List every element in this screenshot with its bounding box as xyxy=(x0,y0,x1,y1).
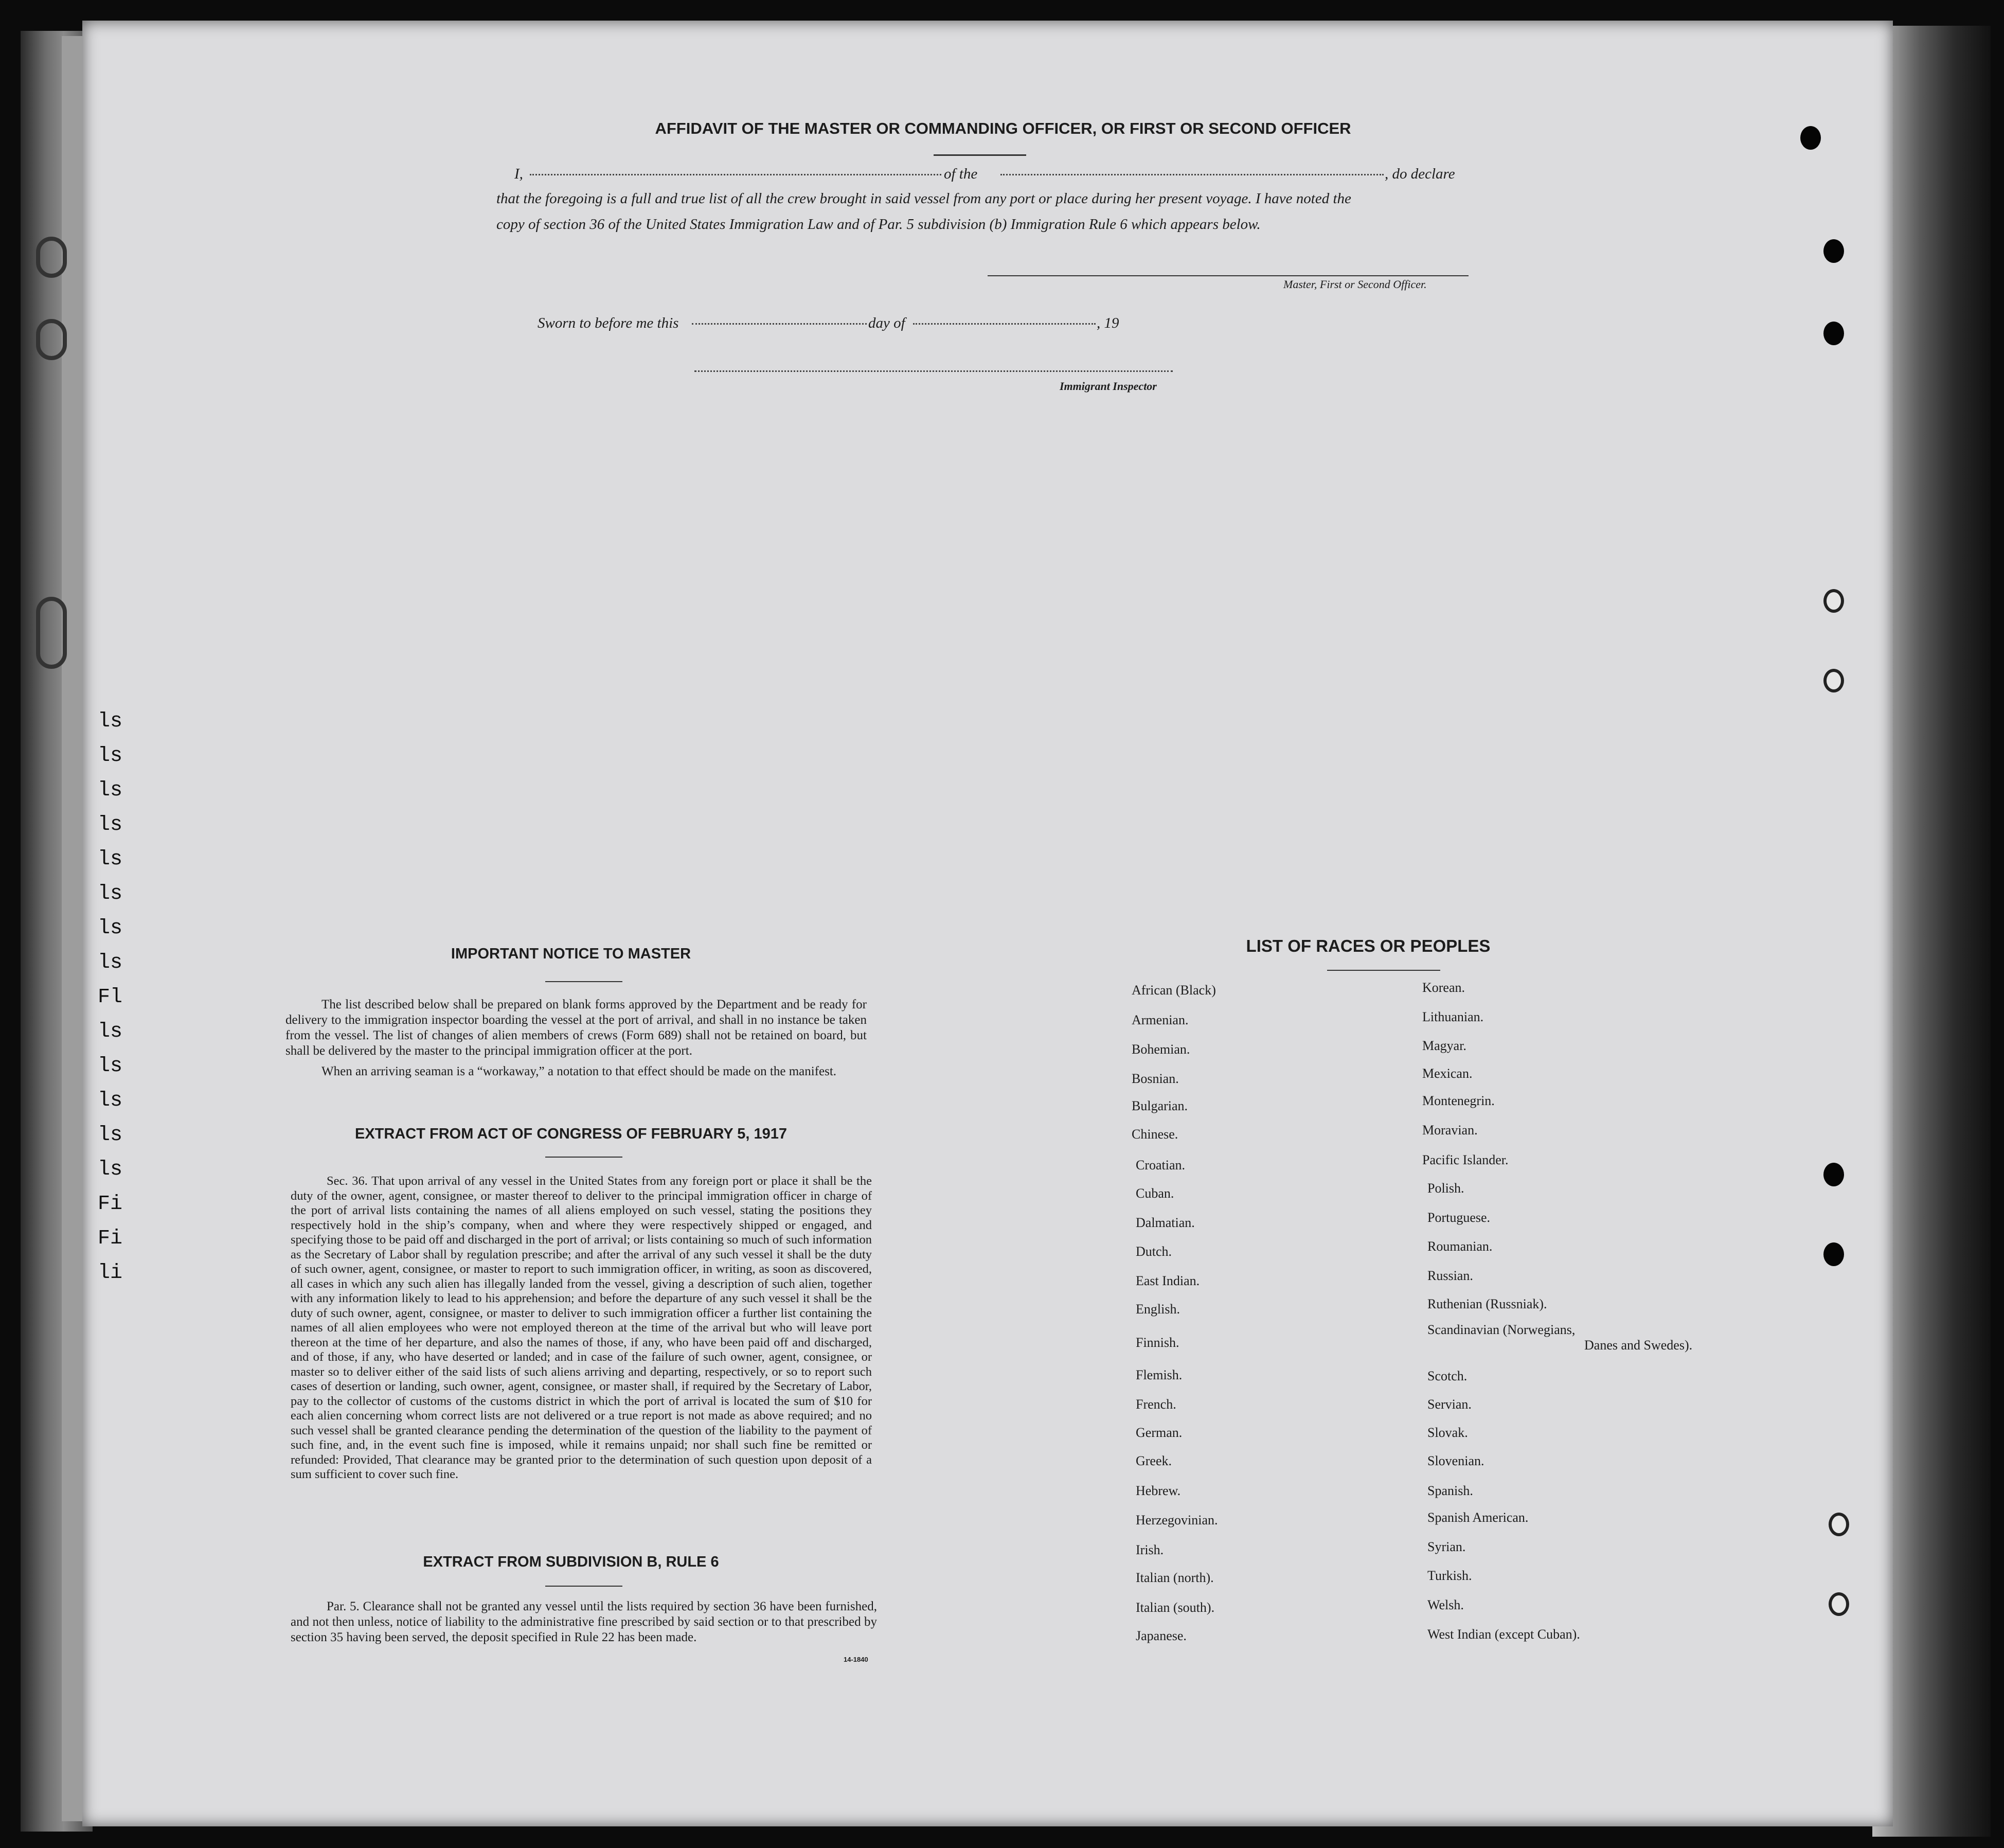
punch-hole xyxy=(1823,239,1844,263)
race-item: African (Black) xyxy=(1132,983,1216,998)
affidavit-i-label: I, xyxy=(514,166,523,182)
race-item: Italian (north). xyxy=(1136,1570,1214,1585)
races-underline xyxy=(1327,970,1440,971)
race-item: Welsh. xyxy=(1427,1597,1464,1612)
vessel-blank[interactable] xyxy=(1000,174,1384,175)
race-item: Armenian. xyxy=(1132,1012,1189,1027)
margin-mark: ls xyxy=(98,710,123,733)
race-item: French. xyxy=(1136,1397,1176,1412)
margin-mark: ls xyxy=(98,1124,123,1147)
sworn-month-blank[interactable] xyxy=(913,323,1096,325)
binder-clip xyxy=(36,319,67,360)
binder-clip xyxy=(36,597,67,669)
margin-mark: ls xyxy=(98,848,123,871)
margin-mark: Fi xyxy=(98,1227,123,1250)
sworn-day-blank[interactable] xyxy=(692,323,867,325)
race-item: Dalmatian. xyxy=(1136,1215,1195,1230)
inspector-label: Immigrant Inspector xyxy=(1060,380,1157,393)
affidavit-line-2: that the foregoing is a full and true list of all the crew brought in said vessel from any port or place during her present voyage. I have noted the xyxy=(496,190,1351,207)
race-item: Slovenian. xyxy=(1427,1453,1484,1468)
race-item: West Indian (except Cuban). xyxy=(1427,1627,1580,1642)
race-item: Danes and Swedes). xyxy=(1584,1338,1693,1353)
margin-mark: ls xyxy=(98,744,123,768)
margin-mark: li xyxy=(98,1261,123,1285)
race-item: Irish. xyxy=(1136,1542,1164,1557)
signature-line[interactable] xyxy=(988,275,1469,276)
race-item: Hebrew. xyxy=(1136,1483,1181,1498)
margin-mark: ls xyxy=(98,813,123,837)
notice-title: IMPORTANT NOTICE TO MASTER xyxy=(451,946,691,962)
race-item: Lithuanian. xyxy=(1422,1009,1484,1024)
race-item: Servian. xyxy=(1427,1397,1472,1412)
race-item: Cuban. xyxy=(1136,1186,1174,1201)
margin-mark: Fl xyxy=(98,986,123,1009)
race-item: Scandinavian (Norwegians, xyxy=(1427,1322,1576,1337)
day-of-label: day of xyxy=(868,315,905,331)
race-item: Syrian. xyxy=(1427,1539,1466,1554)
race-item: Chinese. xyxy=(1132,1127,1178,1142)
year-label: , 19 xyxy=(1097,315,1119,331)
form-number: 14-1840 xyxy=(844,1656,868,1663)
margin-mark: ls xyxy=(98,1089,123,1112)
punch-hole xyxy=(1823,1163,1844,1186)
race-item: Herzegovinian. xyxy=(1136,1513,1218,1527)
race-item: Dutch. xyxy=(1136,1244,1172,1259)
race-item: Pacific Islander. xyxy=(1422,1152,1509,1167)
race-item: Spanish American. xyxy=(1427,1510,1529,1525)
notice-paragraph-2: When an arriving seaman is a “workaway,” a notation to that effect should be made on the manifest. xyxy=(321,1064,837,1078)
affidavit-line-3: copy of section 36 of the United States Immigration Law and of Par. 5 subdivision (b) Immigration Rule 6 which appears below. xyxy=(496,216,1261,233)
inspector-signature-line[interactable] xyxy=(694,370,1173,372)
race-item: East Indian. xyxy=(1136,1273,1200,1288)
sworn-label: Sworn to before me this xyxy=(538,315,679,331)
races-title: LIST OF RACES OR PEOPLES xyxy=(1246,936,1491,955)
race-item: Slovak. xyxy=(1427,1425,1468,1440)
notice-paragraph-1: The list described below shall be prepared on blank forms approved by the Department and be ready for delivery to the immigration inspector boarding the vessel at the port of arrival, and shall in no instance be taken from the vessel. The list of changes of alien members of crews (Form 689) shall not be retained on board, but shall be delivered by the master to the principal immigration officer at the port. xyxy=(285,998,867,1058)
affidavit-title: AFFIDAVIT OF THE MASTER OR COMMANDING OFFICER, OR FIRST OR SECOND OFFICER xyxy=(655,119,1351,137)
rule-text: Par. 5. Clearance shall not be granted any vessel until the lists required by section 36 have been furnished, and not then unless, notice of liability to the administrative fine prescribed by said section or to that prescribed by section 35 having been served, the deposit specified in Rule 22 has been made. xyxy=(291,1600,877,1644)
race-item: Moravian. xyxy=(1422,1123,1478,1138)
race-item: German. xyxy=(1136,1425,1183,1440)
margin-mark: ls xyxy=(98,1055,123,1078)
race-item: Bulgarian. xyxy=(1132,1098,1188,1113)
race-item: Italian (south). xyxy=(1136,1600,1215,1615)
name-blank[interactable] xyxy=(530,174,941,175)
race-item: Polish. xyxy=(1427,1181,1464,1196)
title-underline xyxy=(934,154,1026,156)
punch-hole xyxy=(1823,669,1844,692)
race-item: Montenegrin. xyxy=(1422,1093,1495,1108)
affidavit-declare: , do declare xyxy=(1385,166,1455,182)
race-item: English. xyxy=(1136,1302,1180,1317)
race-item: Mexican. xyxy=(1422,1066,1473,1081)
margin-mark: ls xyxy=(98,951,123,974)
race-item: Bosnian. xyxy=(1132,1071,1179,1086)
race-item: Greek. xyxy=(1136,1453,1172,1468)
punch-hole xyxy=(1829,1592,1849,1616)
race-item: Portuguese. xyxy=(1427,1210,1491,1225)
race-item: Bohemian. xyxy=(1132,1042,1190,1057)
race-item: Japanese. xyxy=(1136,1628,1187,1643)
affidavit-of-label: of the xyxy=(944,166,978,182)
act-underline xyxy=(545,1157,622,1158)
act-title: EXTRACT FROM ACT OF CONGRESS OF FEBRUARY 5, 1917 xyxy=(354,1126,788,1142)
race-item: Scotch. xyxy=(1427,1369,1468,1383)
punch-hole xyxy=(1829,1513,1849,1536)
race-item: Finnish. xyxy=(1136,1335,1179,1350)
margin-mark: ls xyxy=(98,917,123,940)
punch-hole xyxy=(1823,1242,1844,1266)
notice-underline xyxy=(545,981,622,982)
act-text: Sec. 36. That upon arrival of any vessel in the United States from any foreign port or place it shall be the duty of the owner, agent, consignee, or master thereof to deliver to the principal immigration officer in charge of the port of arrival lists containing the names of all aliens employed on such vessel, stating the positions they respectively hold in the ship’s company, when and where they were respectively shipped or engaged, and specifying those to be paid off and discharged in the port of arrival; or lists containing so much of such information as the Secretary of Labor shall by regulation prescribe; and after the arrival of any such vessel it shall be the duty of such owner, agent, consignee, or master to report to such immigration officer, in writing, as soon as discovered, all cases in which any such alien has illegally landed from the vessel, giving a description of such alien, together with any information likely to lead to his apprehension; and before the departure of any such vessel it shall be the duty of such owner, agent, consignee, or master to deliver to such immigration officer a further list containing the names of all alien employees who were not employed thereon at the time of the arrival but who will leave port thereon at the time of her departure, and also the names of those, if any, who have been paid off and discharged, and of those, if any, who have deserted or landed; and in case of the failure of such owner, agent, consignee, or master so to deliver either of the said lists of such aliens arriving and departing, respectively, or so to report such cases of desertion or landing, such owner, agent, consignee, or master shall, if required by the Secretary of Labor, pay to the collector of customs of the customs district in which the port of arrival is located the sum of $10 for each alien concerning whom correct lists are not delivered or a true report is not made as above required; and no such vessel shall be granted clearance pending the determination of the question of the liability to the payment of such fine, and, in the event such fine is imposed, while it remains unpaid; nor shall such fine be remitted or refunded: Provided, That clearance may be granted prior to the determination of such question upon deposit of a sum sufficient to cover such fine. xyxy=(291,1174,872,1481)
race-item: Turkish. xyxy=(1427,1568,1472,1583)
margin-mark: Fi xyxy=(98,1193,123,1216)
race-item: Flemish. xyxy=(1136,1367,1183,1382)
race-item: Russian. xyxy=(1427,1268,1473,1283)
race-item: Spanish. xyxy=(1427,1483,1473,1498)
race-item: Magyar. xyxy=(1422,1038,1466,1053)
punch-hole xyxy=(1823,589,1844,613)
race-item: Croatian. xyxy=(1136,1158,1186,1172)
rule-underline xyxy=(545,1586,622,1587)
race-item: Ruthenian (Russniak). xyxy=(1427,1296,1547,1311)
margin-mark: ls xyxy=(98,882,123,905)
race-item: Korean. xyxy=(1422,980,1465,995)
signature-label: Master, First or Second Officer. xyxy=(1283,278,1427,291)
margin-mark: ls xyxy=(98,779,123,802)
margin-mark: ls xyxy=(98,1158,123,1181)
race-item: Roumanian. xyxy=(1427,1239,1493,1254)
rule-title: EXTRACT FROM SUBDIVISION B, RULE 6 xyxy=(423,1554,719,1570)
underlying-sheet-margin xyxy=(98,710,123,1353)
punch-hole xyxy=(1823,322,1844,345)
punch-hole xyxy=(1800,126,1821,150)
margin-mark: ls xyxy=(98,1020,123,1043)
binder-clip xyxy=(36,237,67,278)
